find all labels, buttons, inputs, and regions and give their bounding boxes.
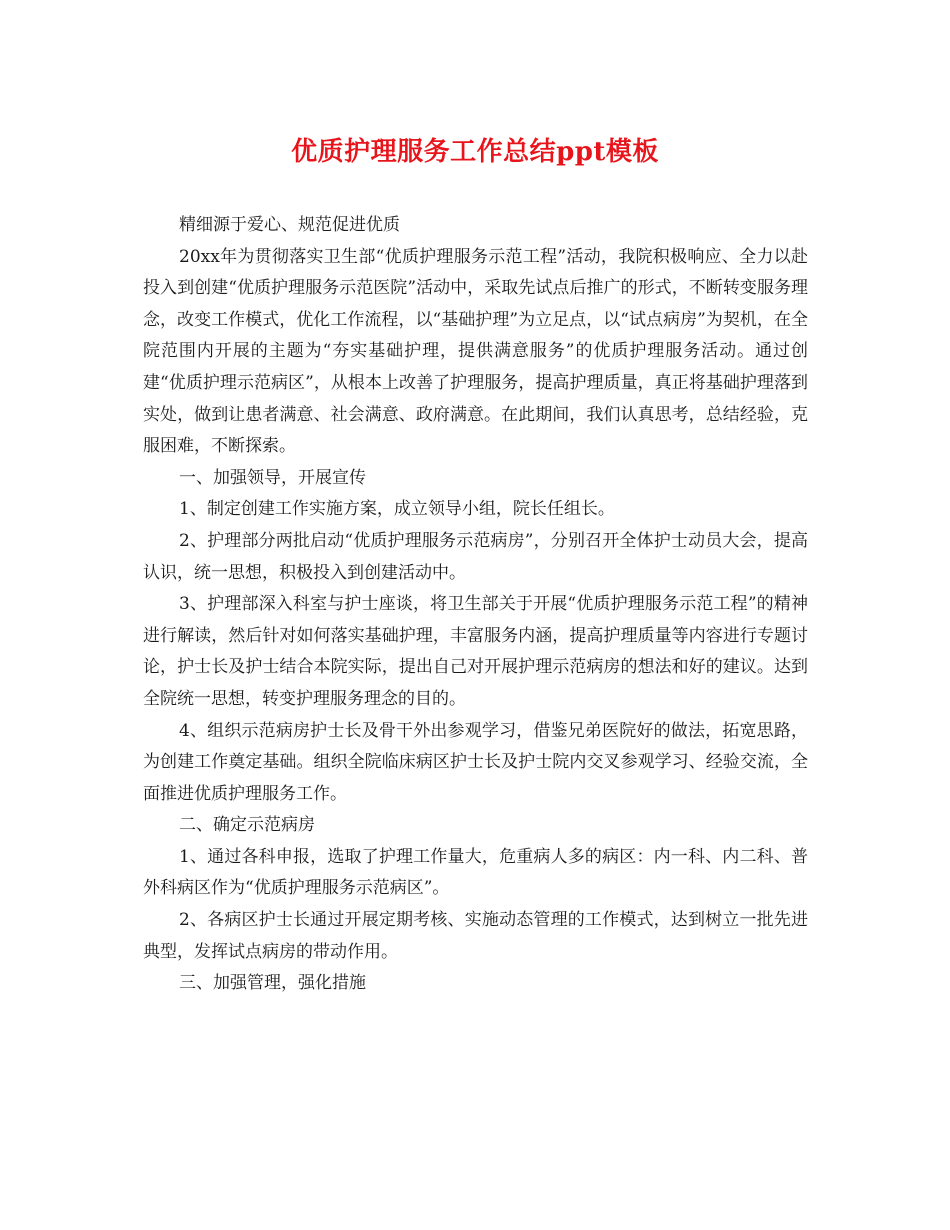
paragraph-item: 4、组织示范病房护士长及骨干外出参观学习，借鉴兄弟医院好的做法，拓宽思路，为创建工作奠定基础。组织全院临床病区护士长及护士院内交叉参观学习、经验交流，全面推进优质护理服务工作。 [143,720,808,804]
paragraph-item: 2、各病区护士长通过开展定期考核、实施动态管理的工作模式，达到树立一批先进典型，发挥试点病房的带动作用。 [143,910,808,962]
document-title: 优质护理服务工作总结ppt模板 [291,137,659,167]
section-heading-2: 二、确定示范病房 [179,815,315,836]
paragraph-item: 1、通过各科申报，选取了护理工作量大，危重病人多的病区：内一科、内二科、普外科病区作为“优质护理服务示范病区”。 [143,846,808,899]
paragraph-subtitle: 精细源于爱心、规范促进优质 [179,215,400,235]
paragraph-item: 2、护理部分两批启动“优质护理服务示范病房”，分别召开全体护士动员大会，提高认识，统一思想，积极投入到创建活动中。 [143,530,808,583]
section-heading-1: 一、加强领导，开展宣传 [179,467,366,488]
paragraph-intro: 20xx年为贯彻落实卫生部“优质护理服务示范工程”活动，我院积极响应、全力以赴投入到创建“优质护理服务示范医院”活动中，采取先试点后推广的形式，不断转变服务理念，改变工作模式，优化工作流程，以“基础护理”为立足点，以“试点病房”为契机，在全院范围内开展的主题为“夯实基础护理，提供满意服务”的优质护理服务活动。通过创建“优质护理示范病区”，从根本上改善了护理服务，提高护理质量，真正将基础护理落到实处，做到让患者满意、社会满意、政府满意。在此期间，我们认真思考，总结经验，克服困难，不断探索。 [143,246,808,457]
document-body [143,210,808,1000]
paragraph-item: 1、制定创建工作实施方案，成立领导小组，院长任组长。 [179,499,615,520]
section-heading-3: 三、加强管理，强化措施 [179,973,366,994]
paragraph-item: 3、护理部深入科室与护士座谈，将卫生部关于开展“优质护理服务示范工程”的精神进行解读，然后针对如何落实基础护理，丰富服务内涵，提高护理质量等内容进行专题讨论，护士长及护士结合本院实际，提出自己对开展护理示范病房的想法和好的建议。达到全院统一思想，转变护理服务理念的目的。 [143,594,808,709]
